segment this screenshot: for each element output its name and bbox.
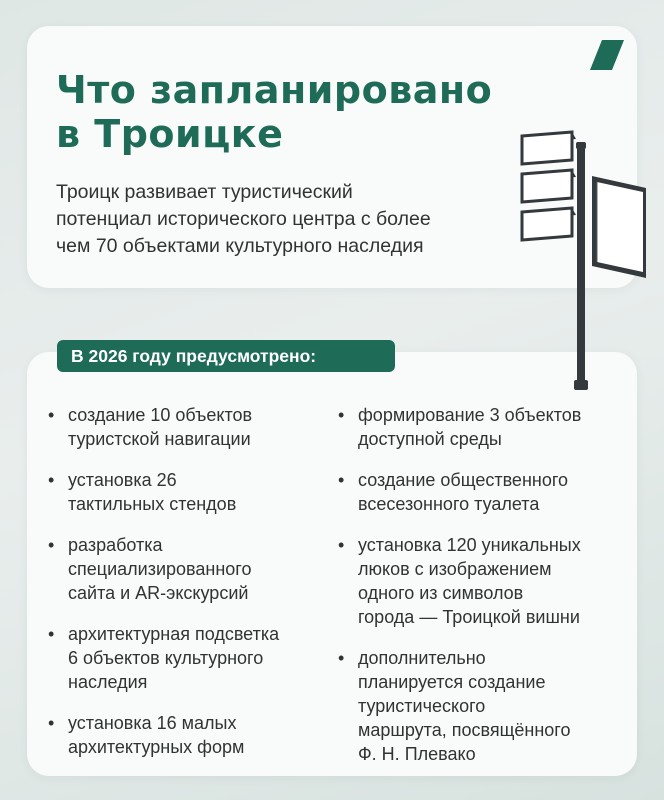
page-title xyxy=(56,68,492,156)
intro-description xyxy=(56,179,526,260)
item-line: дополнительно xyxy=(358,648,486,668)
title-line: Что запланировано xyxy=(56,68,493,112)
plans-list-left xyxy=(46,403,331,759)
bullet-icon: • xyxy=(48,713,55,733)
item-line: маршрута, посвящённого xyxy=(358,720,571,740)
item-line: люков с изображением xyxy=(358,559,552,579)
bullet-icon: • xyxy=(48,470,55,490)
title-line: в Троицке xyxy=(56,112,284,156)
bullet-icon: • xyxy=(48,535,55,555)
signpost-icon xyxy=(516,126,646,392)
bullet-icon: • xyxy=(48,405,55,425)
bullet-icon: • xyxy=(48,624,55,644)
list-item xyxy=(336,468,626,516)
list-item xyxy=(336,403,626,451)
item-line: формирование 3 объектов xyxy=(358,405,582,425)
item-line: города — Троицкой вишни xyxy=(358,607,580,627)
list-item xyxy=(46,468,331,516)
section-label: В 2026 году предусмотрено: xyxy=(57,340,395,372)
list-item xyxy=(46,711,331,759)
description-line: чем 70 объектами культурного наследия xyxy=(56,235,424,257)
item-line: архитектурных форм xyxy=(68,737,245,757)
description-line: потенциал исторического центра с более xyxy=(56,208,431,230)
item-line: туристического xyxy=(358,696,486,716)
item-line: доступной среды xyxy=(358,429,502,449)
bullet-icon: • xyxy=(338,535,345,555)
list-item xyxy=(46,403,331,451)
item-line: туристской навигации xyxy=(68,429,251,449)
bullet-icon: • xyxy=(338,405,345,425)
item-line: одного из символов xyxy=(358,583,524,603)
item-line: 6 объектов культурного xyxy=(68,648,264,668)
bullet-icon: • xyxy=(338,648,345,668)
description-line: Троицк развивает туристический xyxy=(56,181,353,203)
list-item xyxy=(336,646,626,766)
item-line: установка 16 малых xyxy=(68,713,237,733)
item-line: тактильных стендов xyxy=(68,494,237,514)
item-line: архитектурная подсветка xyxy=(68,624,280,644)
list-item xyxy=(46,533,331,605)
item-line: всесезонного туалета xyxy=(358,494,540,514)
plans-list-right xyxy=(336,403,626,766)
item-line: установка 26 xyxy=(68,470,177,490)
item-line: планируется создание xyxy=(358,672,546,692)
item-line: специализированного xyxy=(68,559,252,579)
item-line: создание 10 объектов xyxy=(68,405,253,425)
item-line: установка 120 уникальных xyxy=(358,535,581,555)
item-line: сайта и AR-экскурсий xyxy=(68,583,249,603)
bullet-icon: • xyxy=(338,470,345,490)
list-item xyxy=(46,622,331,694)
item-line: разработка xyxy=(68,535,163,555)
item-line: создание общественного xyxy=(358,470,569,490)
item-line: наследия xyxy=(68,672,148,692)
item-line: Ф. Н. Плевако xyxy=(358,744,476,764)
green-parallelogram-icon xyxy=(590,40,624,70)
list-item xyxy=(336,533,626,629)
